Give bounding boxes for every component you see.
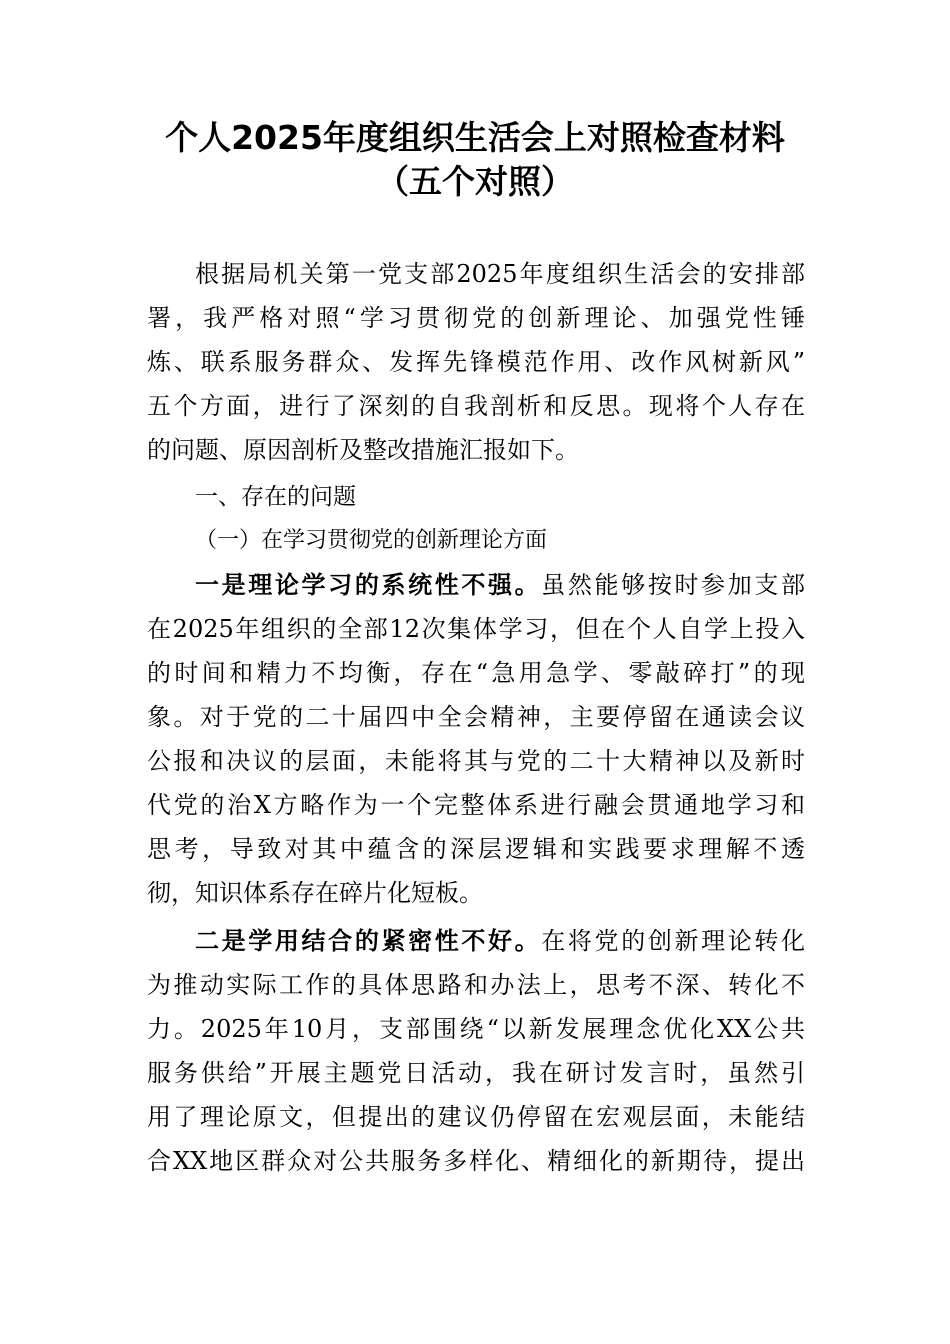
- document-title: 个人2025年度组织生活会上对照检查材料: [165, 118, 785, 157]
- intro-line: 炼、联系服务群众、发挥先锋模范作用、改作风树新风”: [147, 348, 805, 376]
- intro-line: 根据局机关第一党支部2025年度组织生活会的安排部: [195, 260, 805, 288]
- point-1-line: 彻，知识体系存在碎片化短板。: [147, 879, 483, 907]
- point-1-text: 虽然能够按时参加支部: [541, 571, 806, 599]
- point-2-first-line: [195, 919, 805, 963]
- intro-line: 署，我严格对照“学习贯彻党的创新理论、加强党性锤: [147, 304, 805, 332]
- point-1-line: 代党的治X方略作为一个完整体系进行融会贯通地学习和: [147, 791, 805, 819]
- point-1-line: 的时间和精力不均衡，存在“急用急学、零敲碎打”的现: [147, 659, 805, 687]
- point-2-line: 力。2025年10月，支部围绕“以新发展理念优化XX公共: [147, 1015, 805, 1043]
- point-1-line: 在2025年组织的全部12次集体学习，但在个人自学上投入: [147, 615, 805, 643]
- subsection-heading: （一）在学习贯彻党的创新理论方面: [195, 528, 548, 553]
- intro-line: 五个方面，进行了深刻的自我剖析和反思。现将个人存在: [147, 392, 805, 420]
- point-1-line: 思考，导致对其中蕴含的深层逻辑和实践要求理解不透: [147, 835, 805, 863]
- section-heading: 一、存在的问题: [195, 484, 356, 510]
- point-2-line: 服务供给”开展主题党日活动，我在研讨发言时，虽然引: [147, 1059, 805, 1087]
- point-2-line: 为推动实际工作的具体思路和办法上，思考不深、转化不: [147, 971, 805, 999]
- intro-line: 的问题、原因剖析及整改措施汇报如下。: [147, 436, 579, 464]
- point-2-line: 合XX地区群众对公共服务多样化、精细化的新期待，提出: [147, 1147, 805, 1175]
- point-2-text: 在将党的创新理论转化: [541, 927, 806, 955]
- point-2-lead: 二是学用结合的紧密性不好。: [195, 927, 542, 955]
- point-1-line: 象。对于党的二十届四中全会精神，主要停留在通读会议: [147, 703, 805, 731]
- point-2-line: 用了理论原文，但提出的建议仍停留在宏观层面，未能结: [147, 1103, 805, 1131]
- point-1-first-line: [195, 563, 805, 607]
- point-1-lead: 一是理论学习的系统性不强。: [195, 571, 542, 599]
- document-subtitle: （五个对照）: [376, 162, 574, 201]
- point-1-line: 公报和决议的层面，未能将其与党的二十大精神以及新时: [147, 747, 805, 775]
